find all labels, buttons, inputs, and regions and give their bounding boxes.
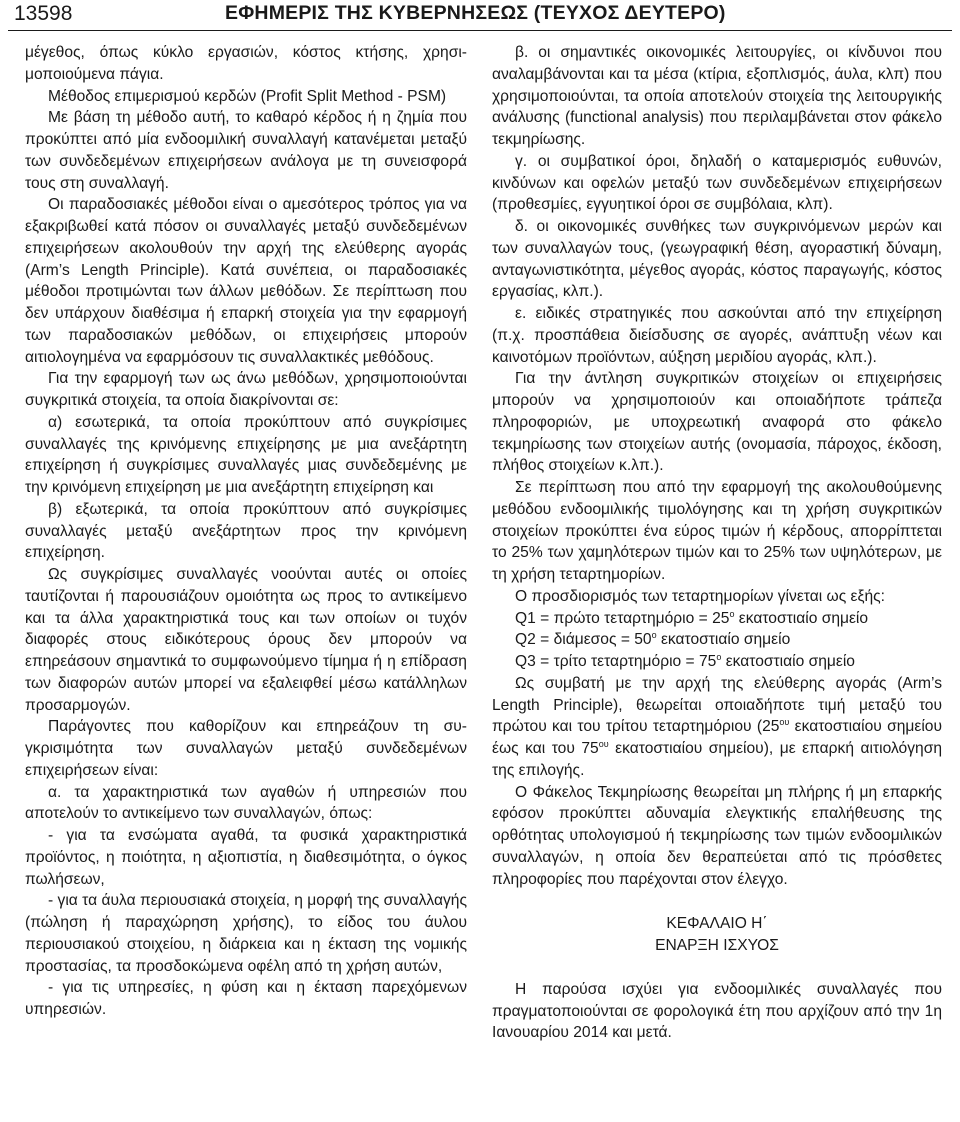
spacer <box>492 957 942 979</box>
paragraph: ‑ για τα άυλα περιουσιακά στοιχεία, η μορφή της συναλλαγής (πώληση ή παραχώρηση χρήσης), το είδος του άυλου περιουσιακού στοιχείου, η διάρκεια και η έκταση της νομικής προστασίας, τα προσδοκώμενα οφέλη από τη χρήση αυτών, <box>25 892 467 975</box>
paragraph: Η παρούσα ισχύει για ενδοομιλικές συναλλαγές που πραγματοποιούνται σε φορολογικά έτη που αρχίζουν από την 1η Ιανουαρίου 2014 και μετά. <box>492 980 942 1042</box>
paragraph: Με βάση τη μέθοδο αυτή, το καθαρό κέρδος ή η ζημία που προκύπτει από μία ενδοομιλική συναλλαγή κατανέμεται μεταξύ των συνδεδεμένων επιχειρήσεων ανάλογα με τη συνεισφορά τους στη συναλλαγή. <box>25 109 467 192</box>
quartile-q1 <box>492 608 942 630</box>
paragraph: ‑ για τα ενσώματα αγαθά, τα φυσικά χαρακτηριστικά προϊόντος, η ποιότητα, η αξιοπιστία, η διαθεσιμότητα, ο όγκος πωλήσεων, <box>25 827 467 888</box>
paragraph: δ. οι οικονομικές συνθήκες των συγκρινόμενων μερών και των συναλλαγών τους, (γεωγραφική θέση, αγοραστική δύναμη, ανταγωνιστικότητα, μέγεθος αγοράς, κόστος παραγωγής, κόστος εργασίας, κλπ.). <box>492 218 942 301</box>
page-number: 13598 <box>14 2 73 25</box>
paragraph: ε. ειδικές στρατηγικές που ασκούνται από την επιχείρηση (π.χ. προσπάθεια διείσδυσης σε αγορές, ανάπτυξη νέων και καινοτόμων προϊόντων, αύξηση μεριδίου αγοράς, κλπ.). <box>492 305 942 366</box>
q2-sup: ο <box>651 630 657 641</box>
paragraph: γ. οι συμβατικοί όροι, δηλαδή ο καταμερισμός ευθυνών, κινδύνων και οφελών μεταξύ των συνδεδεμένων επιχειρήσεων (προθεσμίες, εγγυητικοί όροι σε συμβόλαια, κλπ). <box>492 152 942 214</box>
chapter-number: ΚΕΦΑΛΑΙΟ Η΄ <box>666 915 768 933</box>
right-column <box>492 42 942 1044</box>
paragraph: Για την εφαρμογή των ως άνω μεθόδων, χρησιμοποιούνται συγκριτικά στοιχεία, τα οποία διακρίνονται σε: <box>25 370 467 409</box>
paragraph: α. τα χαρακτηριστικά των αγαθών ή υπηρεσιών που αποτελούν το αντικείμενο των συναλλαγών, όπως: <box>25 783 467 823</box>
paragraph: α) εσωτερικά, τα οποία προκύπτουν από συγκρίσιμες συναλλαγές της κρινόμενης επιχείρησης με μια ανεξάρτητη επιχείρηση ή συγκρίσιμες συναλλαγές μιας συνδεδεμένης με την κρινόμενη επιχείρηση με μια ανεξάρτητη επιχείρηση και <box>25 413 467 496</box>
paragraph: Παράγοντες που καθορίζουν και επηρεάζουν τη συγκρισιμότητα των συναλλαγών μεταξύ συνδεδεμένων επιχειρήσεων είναι: <box>25 718 467 779</box>
quartile-q3 <box>492 651 942 673</box>
paragraph <box>492 673 942 782</box>
header-rule <box>8 30 952 31</box>
q3-sup: ο <box>716 652 722 662</box>
q2-text: Q2 = διάμεσος = 50 <box>515 631 652 649</box>
left-column <box>25 42 467 1021</box>
gazette-title: ΕΦΗΜΕΡΙΣ ΤΗΣ ΚΥΒΕΡΝΗΣΕΩΣ (ΤΕΥΧΟΣ ΔΕΥΤΕΡΟ) <box>225 2 726 24</box>
arms-length-sup-1: ου <box>779 717 790 728</box>
arms-length-text-b: εκατοστιαίου σημείου έως και του 75 <box>492 718 942 757</box>
paragraph: β) εξωτερικά, τα οποία προκύπτουν από συγκρίσιμες συναλλαγές μεταξύ ανεξάρτητων προς την κρινόμενη επιχείρηση. <box>25 500 467 562</box>
quartile-q2 <box>492 629 942 651</box>
paragraph: Για την άντληση συγκριτικών στοιχείων οι επιχειρήσεις μπορούν να χρησιμοποιούν και οποιαδήποτε τράπεζα πληροφοριών, με υποχρεωτική αναφορά στο φάκελο τεκμηρίωσης των στοιχείων αυτής (ονομασία, πάροχος, έκδοση, πλήθος στοιχείων κ.λπ.). <box>492 370 942 475</box>
paragraph: Ο Φάκελος Τεκμηρίωσης θεωρείται μη πλήρης ή μη επαρκής εφόσον προκύπτει αδυναμία ελεγκτικής επαλήθευσης της ορθότητας υπολογισμού ή τεκμηρίωσης των τιμών ενδοομιλικών συναλλαγών, η οποία δεν θεραπεύεται από τις πρόσθετες πληροφορίες που παρέχονται στον έλεγχο. <box>492 783 942 888</box>
q3-text: Q3 = τρίτο τεταρτημόριο = 75 <box>515 653 717 670</box>
page-header <box>0 0 960 28</box>
paragraph: ‑ για τις υπηρεσίες, η φύση και η έκταση παρεχόμενων υπηρεσιών. <box>25 979 467 1018</box>
spacer <box>492 890 942 913</box>
paragraph: μέγεθος, όπως κύκλο εργασιών, κόστος κτήσης, χρησιμοποιούμενα πάγια. <box>25 44 467 83</box>
q2-suffix: εκατοστιαίο σημείο <box>656 631 791 649</box>
paragraph: Οι παραδοσιακές μέθοδοι είναι ο αμεσότερος τρόπος για να εξακριβωθεί κατά πόσον οι συναλλαγές μεταξύ συνδεδεμένων επιχειρήσεων ακολουθούν την αρχή της ελεύθερης αγοράς (Arm’s Length Principle). Κατά συνέπεια, οι παραδοσιακές μέθοδοι προτιμώνται των άλλων μεθόδων. Σε περίπτωση που δεν υπάρχουν διαθέσιμα ή επαρκή στοιχεία για την εφαρμογή των παραδοσιακών μεθόδων, οι επιχειρήσεις μπορούν αιτιολογημένα να εφαρμόσουν τις συναλλακτικές μεθόδους. <box>25 196 467 366</box>
section-heading: Μέθοδος επιμερισμού κερδών (Profit Split Method ‑ PSM) <box>48 87 447 105</box>
q3-suffix: εκατοστιαίο σημείο <box>721 653 855 670</box>
paragraph: Σε περίπτωση που από την εφαρμογή της ακολουθούμενης μεθόδου ενδοομιλικής τιμολόγησης και τη χρήση συγκριτικών στοιχείων προκύπτει ένα εύρος τιμών ή κέρδους, απορρίπτεται το 25% των χαμηλότερων τιμών και το 25% των υψηλότερων, με τη χρήση τεταρτημορίων. <box>492 479 942 583</box>
q1-text: Q1 = πρώτο τεταρτημόριο = 25 <box>515 609 730 627</box>
arms-length-text-a: Ως συμβατή με την αρχή της ελεύθερης αγοράς (Arm’s Length Principle), θεωρείται οποιαδήποτε τιμή μεταξύ του πρώτου και του τρίτου τεταρτημόριου (25 <box>492 674 942 736</box>
q1-suffix: εκατοστιαίο σημείο <box>734 609 869 627</box>
paragraph: β. οι σημαντικές οικονομικές λειτουργίες, οι κίνδυνοι που αναλαμβάνονται και τα μέσα (κτίρια, εξοπλισμός, άυλα, κλπ) που χρησιμοποιούνται, τα οποία αποτελούν στοιχεία της λειτουργικής ανάλυσης (functional analysis) που περιλαμβάνεται στον φάκελο τεκμηρίωσης. <box>492 44 942 148</box>
paragraph: Ως συγκρίσιμες συναλλαγές νοούνται αυτές οι οποίες ταυτίζονται ή παρουσιάζουν ομοιότητα ως προς το αντικείμενο και τα άλλα χαρακτηριστικά τους και των οποίων οι τυχόν διαφορές στους ειδικότερους όρους δεν μπορούν να επηρεάσουν σημαντικά το συμφωνούμενο τίμημα ή η επίδραση των διαφορών αυτών μπορεί να εξαλειφθεί μέσω κατάλληλων προσαρμογών. <box>25 566 467 714</box>
arms-length-sup-2: ου <box>598 739 609 749</box>
chapter-title: ΕΝΑΡΞΗ ΙΣΧΥΟΣ <box>655 937 779 954</box>
q1-sup: ο <box>729 608 735 619</box>
arms-length-text-c: εκατοστιαίου σημείου), με επαρκή αιτιολόγηση της επιλογής. <box>492 740 942 779</box>
paragraph: Ο προσδιορισμός των τεταρτημορίων γίνεται ως εξής: <box>515 587 885 605</box>
